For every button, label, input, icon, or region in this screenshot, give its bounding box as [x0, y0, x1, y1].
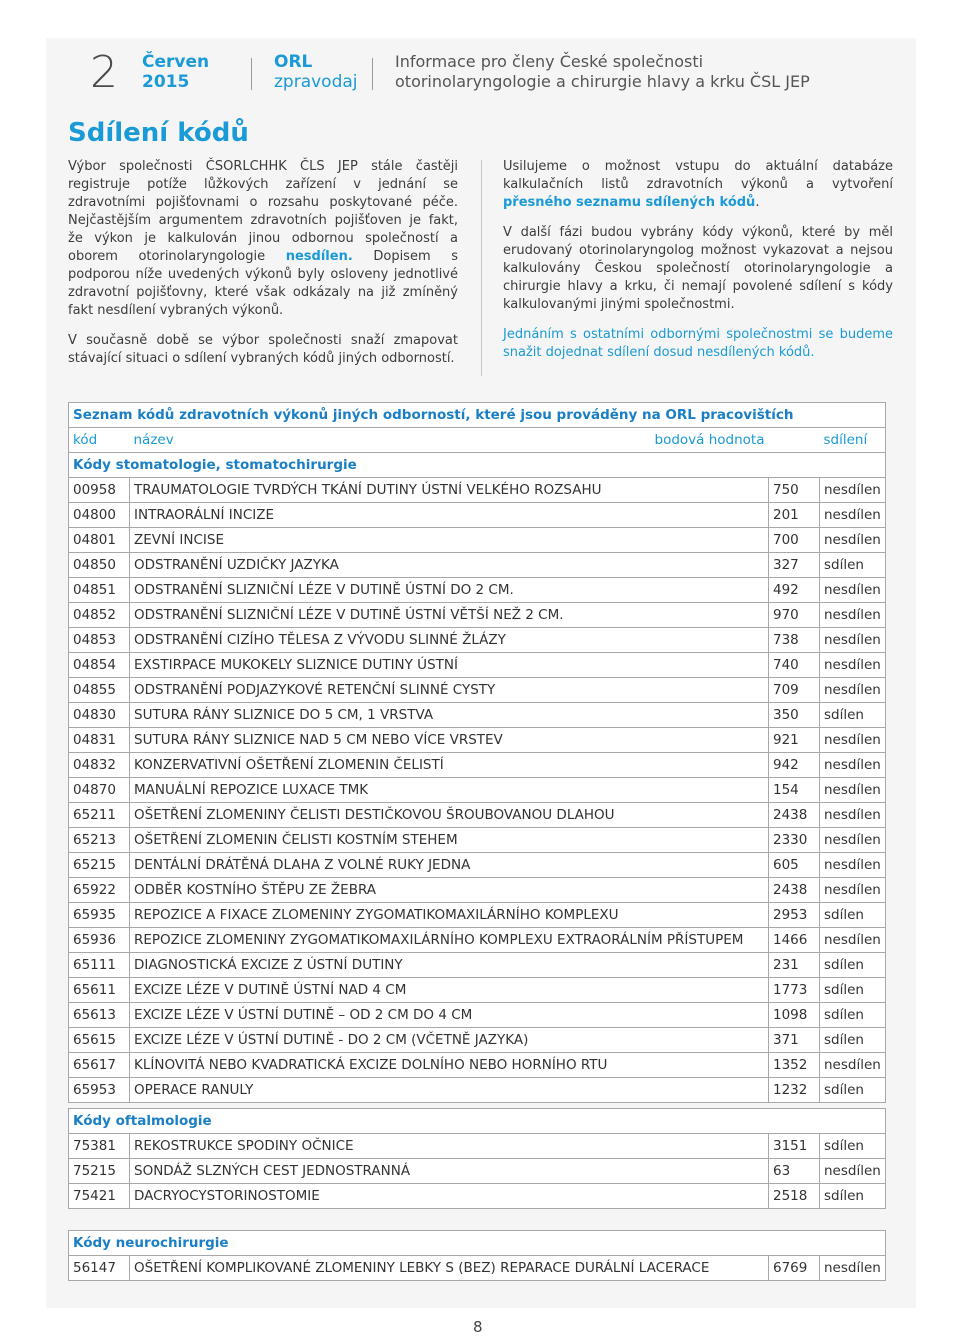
row-code: 65922	[69, 878, 130, 903]
row-name: SUTURA RÁNY SLIZNICE NAD 5 CM NEBO VÍCE VRSTEV	[130, 728, 769, 753]
section-rows	[69, 1256, 886, 1281]
row-share: sdílen	[820, 703, 886, 728]
row-points: 2438	[769, 803, 820, 828]
row-share: nesdílen	[820, 828, 886, 853]
row-name: DENTÁLNÍ DRÁTĚNÁ DLAHA Z VOLNÉ RUKY JEDNA	[130, 853, 769, 878]
row-points: 970	[769, 603, 820, 628]
row-share: nesdílen	[820, 1159, 886, 1184]
row-name: OŠETŘENÍ ZLOMENIN ČELISTI KOSTNÍM STEHEM	[130, 828, 769, 853]
row-code: 65613	[69, 1003, 130, 1028]
row-share: sdílen	[820, 978, 886, 1003]
table-row	[69, 578, 886, 603]
section-title: Kódy oftalmologie	[69, 1109, 886, 1134]
paragraph	[68, 158, 458, 320]
column-header-share: sdílení	[820, 428, 886, 453]
table-row	[69, 828, 886, 853]
row-points: 3151	[769, 1134, 820, 1159]
article-left-column	[68, 158, 458, 380]
row-name: REPOZICE A FIXACE ZLOMENINY ZYGOMATIKOMAXILÁRNÍHO KOMPLEXU	[130, 903, 769, 928]
row-share: nesdílen	[820, 1053, 886, 1078]
row-code: 04801	[69, 528, 130, 553]
row-share: nesdílen	[820, 503, 886, 528]
row-points: 1098	[769, 1003, 820, 1028]
table-row	[69, 1159, 886, 1184]
row-name: OPERACE RANULY	[130, 1078, 769, 1103]
row-name: EXCIZE LÉZE V ÚSTNÍ DUTINĚ – OD 2 CM DO 4 CM	[130, 1003, 769, 1028]
row-points: 709	[769, 678, 820, 703]
text: .	[755, 195, 760, 210]
row-share: sdílen	[820, 1028, 886, 1053]
row-name: ZEVNÍ INCISE	[130, 528, 769, 553]
row-share: sdílen	[820, 553, 886, 578]
row-share: nesdílen	[820, 728, 886, 753]
article-right-column	[503, 158, 893, 374]
table-row	[69, 1134, 886, 1159]
text: Výbor společnosti ČSORLCHHK ČLS JEP stále častěji registruje potíže lůžkových zařízení v jednání se zdravotními pojišťovnami o rozsahu poskytované péče. Nejčastějším argumentem zdravotních pojišťoven je fakt, že výkon je kalkulován jinou odbornou společností a oborem otorinolaryngologie	[68, 159, 458, 264]
row-points: 6769	[769, 1256, 820, 1281]
row-name: REKOSTRUKCE SPODINY OČNICE	[130, 1134, 769, 1159]
row-code: 65953	[69, 1078, 130, 1103]
row-code: 04854	[69, 653, 130, 678]
row-name: TRAUMATOLOGIE TVRDÝCH TKÁNÍ DUTINY ÚSTNÍ VELKÉHO ROZSAHU	[130, 478, 769, 503]
row-share: nesdílen	[820, 628, 886, 653]
column-header-name-label: název	[133, 432, 174, 448]
row-share: sdílen	[820, 953, 886, 978]
society-info-line: otorinolaryngologie a chirurgie hlavy a krku ČSL JEP	[395, 72, 810, 91]
row-points: 2953	[769, 903, 820, 928]
codes-table	[68, 1108, 886, 1209]
article-title: Sdílení kódů	[68, 118, 249, 148]
row-points: 2438	[769, 878, 820, 903]
orl-label: ORL	[274, 52, 313, 72]
row-code: 65617	[69, 1053, 130, 1078]
row-share: nesdílen	[820, 778, 886, 803]
table-row	[69, 1256, 886, 1281]
row-share: nesdílen	[820, 578, 886, 603]
section-rows	[69, 478, 886, 1103]
row-share: sdílen	[820, 1078, 886, 1103]
row-points: 921	[769, 728, 820, 753]
section-title: Kódy neurochirurgie	[69, 1231, 886, 1256]
row-name: ODSTRANĚNÍ PODJAZYKOVÉ RETENČNÍ SLINNÉ CYSTY	[130, 678, 769, 703]
table-row	[69, 803, 886, 828]
row-name: OŠETŘENÍ KOMPLIKOVANÉ ZLOMENINY LEBKY S (BEZ) REPARACE DURÁLNÍ LACERACE	[130, 1256, 769, 1281]
row-name: KLÍNOVITÁ NEBO KVADRATICKÁ EXCIZE DOLNÍHO NEBO HORNÍHO RTU	[130, 1053, 769, 1078]
row-code: 75215	[69, 1159, 130, 1184]
row-share: sdílen	[820, 1134, 886, 1159]
row-name: ODBĚR KOSTNÍHO ŠTĚPU ZE ŽEBRA	[130, 878, 769, 903]
issue-month: Červen	[142, 52, 210, 72]
row-name: DACRYOCYSTORINOSTOMIE	[130, 1184, 769, 1209]
row-share: nesdílen	[820, 478, 886, 503]
header-divider	[251, 58, 252, 90]
paragraph: V současně době se výbor společnosti snaží zmapovat stávající situaci o sdílení vybraných kódů jiných odborností.	[68, 333, 458, 366]
row-points: 154	[769, 778, 820, 803]
row-points: 942	[769, 753, 820, 778]
row-share: nesdílen	[820, 528, 886, 553]
paragraph: Jednáním s ostatními odbornými společnostmi se budeme snažit dojednat sdílení dosud nesdílených kódů.	[503, 327, 893, 360]
row-points: 492	[769, 578, 820, 603]
row-points: 1232	[769, 1078, 820, 1103]
row-code: 56147	[69, 1256, 130, 1281]
table-row	[69, 753, 886, 778]
row-points: 738	[769, 628, 820, 653]
row-points: 1352	[769, 1053, 820, 1078]
table-row	[69, 653, 886, 678]
row-share: nesdílen	[820, 928, 886, 953]
row-share: nesdílen	[820, 678, 886, 703]
row-name: SUTURA RÁNY SLIZNICE DO 5 CM, 1 VRSTVA	[130, 703, 769, 728]
row-code: 65211	[69, 803, 130, 828]
row-name: MANUÁLNÍ REPOZICE LUXACE TMK	[130, 778, 769, 803]
codes-table	[68, 402, 886, 1103]
table-row	[69, 903, 886, 928]
section-rows	[69, 1134, 886, 1209]
table-row	[69, 1028, 886, 1053]
row-name: INTRAORÁLNÍ INCIZE	[130, 503, 769, 528]
table-row	[69, 703, 886, 728]
column-header-name	[130, 428, 769, 453]
zpravodaj-label: zpravodaj	[274, 72, 358, 92]
row-code: 65111	[69, 953, 130, 978]
row-code: 00958	[69, 478, 130, 503]
row-points: 1773	[769, 978, 820, 1003]
paragraph: V další fázi budou vybrány kódy výkonů, které by měl erudovaný otorinolaryngolog možnost vykazovat a nejsou kalkulovány Českou společností otorinolaryngologie a chirurgie hlavy a krku, či nemají povolené sdílení s kódy kalkulovanými jinými společnostmi.	[503, 225, 893, 312]
table-row	[69, 1078, 886, 1103]
row-name: OŠETŘENÍ ZLOMENINY ČELISTI DESTIČKOVOU ŠROUBOVANOU DLAHOU	[130, 803, 769, 828]
table-row	[69, 678, 886, 703]
society-info-line: Informace pro členy České společnosti	[395, 52, 704, 71]
table-row	[69, 953, 886, 978]
row-code: 04830	[69, 703, 130, 728]
page-number: 8	[473, 1318, 483, 1336]
row-points: 1466	[769, 928, 820, 953]
column-header-points: bodová hodnota	[654, 432, 765, 448]
row-name: REPOZICE ZLOMENINY ZYGOMATIKOMAXILÁRNÍHO KOMPLEXU EXTRAORÁLNÍM PŘÍSTUPEM	[130, 928, 769, 953]
row-points: 327	[769, 553, 820, 578]
row-code: 65213	[69, 828, 130, 853]
row-points: 231	[769, 953, 820, 978]
table-row	[69, 553, 886, 578]
row-code: 75381	[69, 1134, 130, 1159]
issue-date	[142, 52, 209, 92]
row-points: 2330	[769, 828, 820, 853]
row-share: sdílen	[820, 1184, 886, 1209]
row-points: 350	[769, 703, 820, 728]
table-row	[69, 478, 886, 503]
row-name: EXSTIRPACE MUKOKELY SLIZNICE DUTINY ÚSTNÍ	[130, 653, 769, 678]
row-share: nesdílen	[820, 653, 886, 678]
issue-number: 2	[90, 47, 118, 98]
row-code: 65215	[69, 853, 130, 878]
row-code: 04851	[69, 578, 130, 603]
issue-year: 2015	[142, 72, 190, 92]
society-info	[395, 52, 810, 92]
row-points: 740	[769, 653, 820, 678]
row-share: sdílen	[820, 903, 886, 928]
row-share: nesdílen	[820, 803, 886, 828]
row-name: ODSTRANĚNÍ SLIZNIČNÍ LÉZE V DUTINĚ ÚSTNÍ VĚTŠÍ NEŽ 2 CM.	[130, 603, 769, 628]
table-row	[69, 603, 886, 628]
row-code: 65935	[69, 903, 130, 928]
row-points: 700	[769, 528, 820, 553]
row-points: 2518	[769, 1184, 820, 1209]
table-row	[69, 1003, 886, 1028]
row-code: 04831	[69, 728, 130, 753]
row-name: KONZERVATIVNÍ OŠETŘENÍ ZLOMENIN ČELISTÍ	[130, 753, 769, 778]
table-row	[69, 628, 886, 653]
row-code: 75421	[69, 1184, 130, 1209]
row-share: nesdílen	[820, 853, 886, 878]
text: Usilujeme o možnost vstupu do aktuální databáze kalkulačních listů zdravotních výkonů a vytvoření	[503, 159, 893, 192]
row-points: 201	[769, 503, 820, 528]
row-points: 605	[769, 853, 820, 878]
newsletter-header	[68, 40, 888, 108]
codes-table	[68, 1230, 886, 1281]
table-row	[69, 978, 886, 1003]
table-row	[69, 528, 886, 553]
row-name: EXCIZE LÉZE V ÚSTNÍ DUTINĚ - DO 2 CM (VČETNĚ JAZYKA)	[130, 1028, 769, 1053]
row-name: ODSTRANĚNÍ SLIZNIČNÍ LÉZE V DUTINĚ ÚSTNÍ DO 2 CM.	[130, 578, 769, 603]
row-code: 04853	[69, 628, 130, 653]
row-code: 65936	[69, 928, 130, 953]
highlight-text: nesdílen.	[285, 249, 353, 264]
paragraph	[503, 158, 893, 212]
row-share: nesdílen	[820, 878, 886, 903]
row-name: ODSTRANĚNÍ CIZÍHO TĚLESA Z VÝVODU SLINNÉ ŽLÁZY	[130, 628, 769, 653]
table-row	[69, 503, 886, 528]
table-row	[69, 728, 886, 753]
header-divider	[372, 58, 373, 90]
table-row	[69, 853, 886, 878]
section-title: Kódy stomatologie, stomatochirurgie	[69, 453, 886, 478]
row-points: 371	[769, 1028, 820, 1053]
row-points: 63	[769, 1159, 820, 1184]
text: Dopisem s podporou níže uvedených výkonů byly osloveny jednotlivé zdravotní pojišťovny, které však odkázaly na již zmíněný fakt nesdílení vybraných výkonů.	[68, 249, 458, 318]
table-row	[69, 1184, 886, 1209]
row-code: 04832	[69, 753, 130, 778]
row-name: ODSTRANĚNÍ UZDIČKY JAZYKA	[130, 553, 769, 578]
row-code: 65615	[69, 1028, 130, 1053]
row-code: 65611	[69, 978, 130, 1003]
column-header-code: kód	[69, 428, 130, 453]
highlight-text: přesného seznamu sdílených kódů	[503, 195, 756, 210]
column-header-spacer	[769, 428, 820, 453]
row-share: nesdílen	[820, 603, 886, 628]
table-row	[69, 778, 886, 803]
row-code: 04800	[69, 503, 130, 528]
row-name: DIAGNOSTICKÁ EXCIZE Z ÚSTNÍ DUTINY	[130, 953, 769, 978]
table-row	[69, 1053, 886, 1078]
column-divider	[481, 160, 482, 376]
row-name: SONDÁŽ SLZNÝCH CEST JEDNOSTRANNÁ	[130, 1159, 769, 1184]
row-code: 04855	[69, 678, 130, 703]
newsletter-name	[274, 52, 358, 92]
row-share: sdílen	[820, 1003, 886, 1028]
row-share: nesdílen	[820, 1256, 886, 1281]
table-title: Seznam kódů zdravotních výkonů jiných odborností, které jsou prováděny na ORL pracovištích	[69, 403, 886, 428]
row-code: 04850	[69, 553, 130, 578]
row-code: 04870	[69, 778, 130, 803]
table-row	[69, 928, 886, 953]
row-name: EXCIZE LÉZE V DUTINĚ ÚSTNÍ NAD 4 CM	[130, 978, 769, 1003]
row-points: 750	[769, 478, 820, 503]
table-row	[69, 878, 886, 903]
row-share: nesdílen	[820, 753, 886, 778]
row-code: 04852	[69, 603, 130, 628]
